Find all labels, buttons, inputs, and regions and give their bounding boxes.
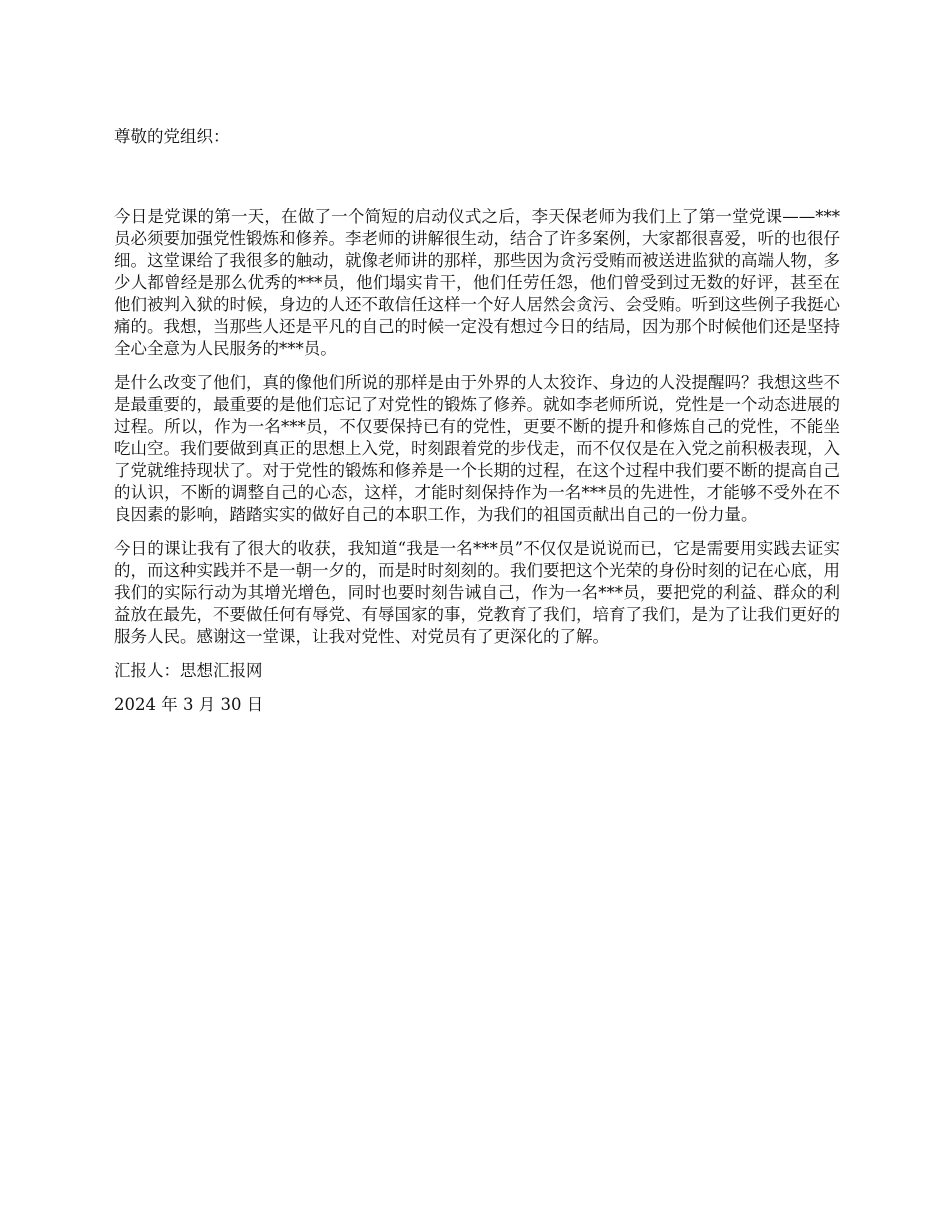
paragraph-2: 是什么改变了他们，真的像他们所说的那样是由于外界的人太狡诈、身边的人没提醒吗？我想这些不是最重要的，最重要的是他们忘记了对党性的锻炼了修养。就如李老师所说，党性是一个动态进展的过程。所以，作为一名***员，不仅要保持已有的党性，更要不断的提升和修炼自己的党性，不能坐吃山空。我们要做到真正的思想上入党，时刻跟着党的步伐走，而不仅仅是在入党之前积极表现，入了党就维持现状了。对于党性的锻炼和修养是一个长期的过程，在这个过程中我们要不断的提高自己的认识，不断的调整自己的心态，这样，才能时刻保持作为一名***员的先进性，才能够不受外在不良因素的影响，踏踏实实的做好自己的本职工作，为我们的祖国贡献出自己的一份力量。 — [114, 373, 840, 524]
letter-body — [114, 126, 840, 728]
salutation: 尊敬的党组织： — [114, 127, 230, 146]
paragraph-1: 今日是党课的第一天，在做了一个简短的启动仪式之后，李天保老师为我们上了第一堂党课——***员必须要加强党性锻炼和修养。李老师的讲解很生动，结合了许多案例，大家都很喜爱，听的也很仔细。这堂课给了我很多的触动，就像老师讲的那样，那些因为贪污受贿而被送进监狱的高端人物，多少人都曾经是那么优秀的***员，他们塌实肯干，他们任劳任怨，他们曾受到过无数的好评，甚至在他们被判入狱的时候，身边的人还不敢信任这样一个好人居然会贪污、会受贿。听到这些例子我挺心痛的。我想，当那些人还是平凡的自己的时候一定没有想过今日的结局，因为那个时候他们还是坚持全心全意为人民服务的***员。 — [114, 207, 840, 358]
paragraph-3: 今日的课让我有了很大的收获，我知道“我是一名***员”不仅仅是说说而已，它是需要用实践去证实的，而这种实践并不是一朝一夕的，而是时时刻刻的。我们要把这个光荣的身份时刻的记在心底，用我们的实际行动为其增光增色，同时也要时刻告诫自己，作为一名***员，要把党的利益、群众的利益放在最先，不要做任何有辱党、有辱国家的事，党教育了我们，培育了我们，是为了让我们更好的服务人民。感谢这一堂课，让我对党性、对党员有了更深化的了解。 — [114, 539, 840, 646]
date: 2024 年 3 月 30 日 — [114, 695, 264, 714]
signature: 汇报人：思想汇报网 — [114, 661, 263, 680]
